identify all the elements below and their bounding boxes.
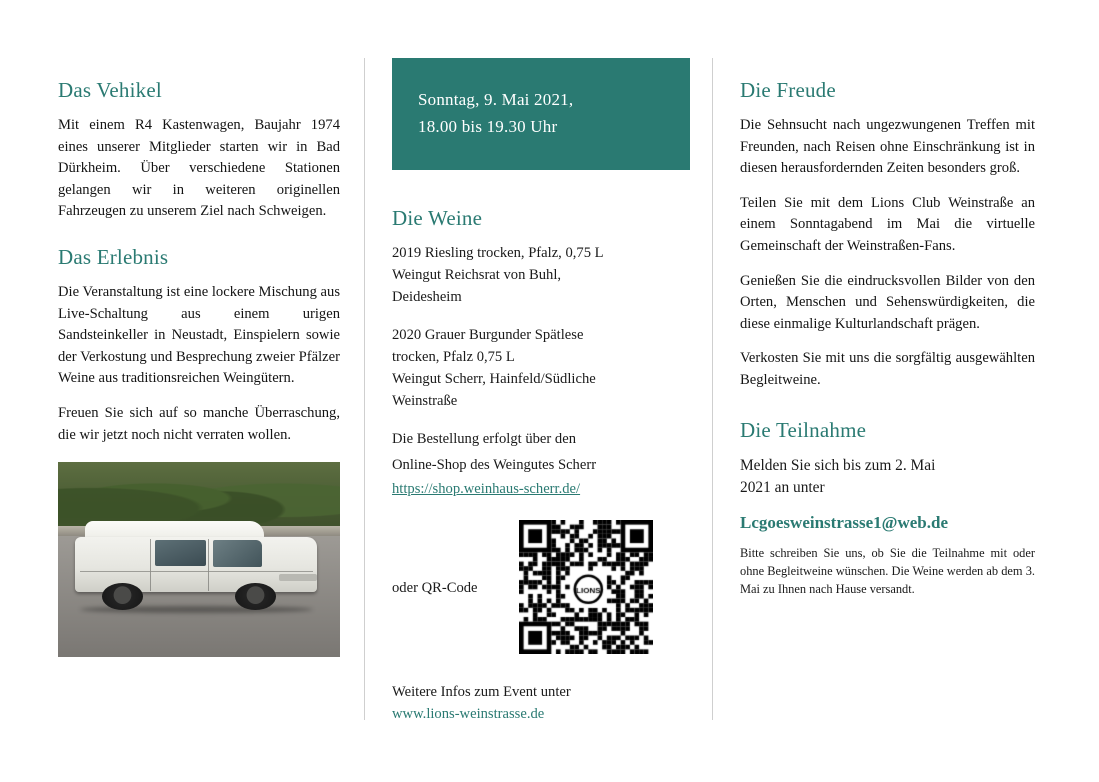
paragraph-joy-2: Teilen Sie mit dem Lions Club Weinstraße an einem Sonntagabend im Mai die virtuelle Gemeinschaft der Weinstraßen-Fans. [740,194,1035,254]
vehicle-photo-image [58,462,340,657]
banner-date: Sonntag, 9. Mai 2021, [418,90,574,109]
qr-code-row [392,520,692,666]
qr-code-label: oder QR-Code [392,580,478,597]
wine-2-line-2: trocken, Pfalz 0,75 L [392,348,515,365]
van-body-rib [80,571,313,573]
paragraph-experience-1: Die Veranstaltung ist eine lockere Mischung aus Live-Schaltung aus einem urigen Sandsteinkeller in Neustadt, Einspielern sowie der Verkostung und Besprechung zweier Pfälzer Weine aus traditionsreichen Weingütern. [58,283,340,387]
column-divider-left [364,58,365,720]
participation-lead-line-2: 2021 an unter [740,478,825,496]
right-column [740,78,1035,599]
banner-time: 18.00 bis 19.30 Uhr [418,117,558,137]
heading-die-freude: Die Freude [740,78,836,102]
vehicle-photo [58,462,340,657]
shop-link[interactable]: https://shop.weinhaus-scherr.de/ [392,481,581,498]
wine-1-line-3: Deidesheim [392,289,462,306]
van-side-window [155,540,206,566]
photo-hedge [58,462,340,528]
more-info-label: Weitere Infos zum Event unter [392,684,571,701]
paragraph-vehicle: Mit einem R4 Kastenwagen, Baujahr 1974 eines unserer Mitglieder starten wir in Bad Dürkheim. Über verschiedene Stationen gelangen wir in weiteren originellen Fahrzeugen zu unserem Ziel nach Schweigen. [58,117,340,220]
date-time-banner [392,58,690,170]
wine-item [392,325,692,413]
photo-van [75,521,318,611]
paragraph-joy-4: Verkosten Sie mit uns die sorgfältig ausgewählten Begleitweine. [740,350,1035,388]
left-column [58,78,340,657]
van-windshield [213,540,262,567]
participation-notice: Bitte schreiben Sie uns, ob Sie die Teilnahme mit oder ohne Begleitweine wünschen. Die Weine werden ab dem 3. Mai zu Ihnen nach Hause versandt. [740,546,1035,597]
participation-lead-line-1: Melden Sie sich bis zum 2. Mai [740,456,936,474]
wine-2-line-1: 2020 Grauer Burgunder Spätlese [392,327,584,344]
wine-2-line-3: Weingut Scherr, Hainfeld/Südliche [392,370,596,387]
lions-website-link[interactable]: www.lions-weinstrasse.de [392,706,545,723]
wine-1-line-2: Weingut Reichsrat von Buhl, [392,267,562,284]
paragraph-joy-3: Genießen Sie die eindrucksvollen Bilder von den Orten, Menschen und Sehenswürdigkeiten, die diese einmalige Kulturlandschaft prägen. [740,272,1035,332]
heading-das-erlebnis: Das Erlebnis [58,244,169,269]
wine-2-line-4: Weinstraße [392,392,458,409]
van-bumper [279,574,318,580]
order-note-line-2: Online-Shop des Weingutes Scherr [392,456,597,473]
order-note-line-1: Die Bestellung erfolgt über den [392,430,576,447]
heading-die-teilnahme: Die Teilnahme [740,417,867,442]
heading-die-weine: Die Weine [392,206,483,231]
qr-code[interactable] [519,520,653,654]
registration-email[interactable]: Lcgoesweinstrasse1@web.de [740,513,948,533]
van-door-seam-front [208,539,209,591]
heading-das-vehikel: Das Vehikel [58,78,162,102]
more-info-block [392,684,692,723]
column-divider-right [712,58,713,720]
van-door-seam-rear [150,539,151,591]
middle-column [392,58,692,723]
paragraph-joy-1: Die Sehnsucht nach ungezwungenen Treffen mit Freunden, nach Reisen ohne Einschränkung ist in diesen herausfordernden Zeiten besonders groß. [740,117,1035,177]
van-rear-wheel [102,583,143,610]
qr-code-canvas [519,520,653,654]
wine-item [392,243,692,309]
paragraph-experience-2: Freuen Sie sich auf so manche Überraschung, die wir jetzt noch nicht verraten wollen. [58,404,340,443]
wine-1-line-1: 2019 Riesling trocken, Pfalz, 0,75 L [392,245,604,262]
